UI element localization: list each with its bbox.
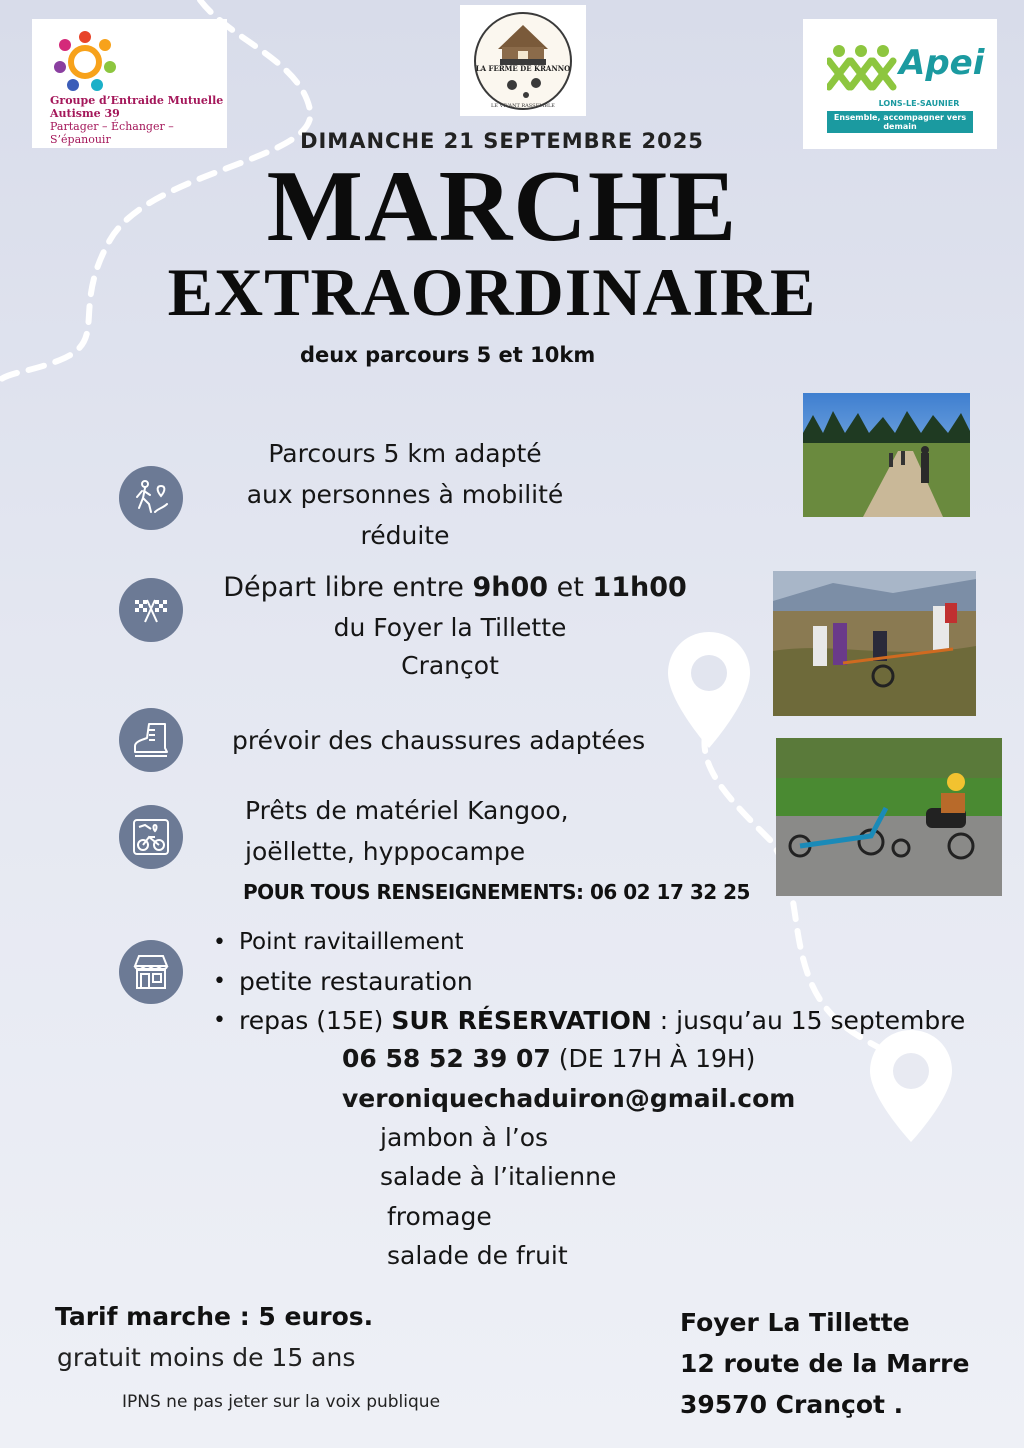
tarif-marche: Tarif marche : 5 euros.	[55, 1302, 374, 1331]
people-circle-logo-icon	[50, 27, 120, 97]
parcours-line-1: Parcours 5 km adapté	[268, 439, 542, 468]
reservation-email: veroniquechaduiron@gmail.com	[342, 1084, 796, 1113]
gem-motto: Partager – Échanger – S’épanouir	[50, 120, 174, 146]
photo-adapted-bikes	[776, 738, 1002, 896]
apei-name: Apei	[899, 43, 985, 83]
flags-icon-badge	[119, 578, 183, 642]
restauration-text: petite restauration	[239, 967, 473, 996]
map-pin-icon	[868, 1028, 954, 1144]
boot-icon	[131, 720, 171, 760]
gem-autisme: Autisme 39	[50, 107, 120, 120]
title-extraordinaire: EXTRAORDINAIRE	[167, 254, 817, 330]
list-item	[213, 962, 1013, 1001]
bike-map-icon-badge	[119, 805, 183, 869]
gem-name: Groupe d’Entraide Mutuelle	[50, 94, 224, 107]
parcours-line-2: aux personnes à mobilité	[246, 480, 564, 509]
materiel-line-2: joëllette, hyppocampe	[245, 837, 526, 866]
depart-middle: et	[548, 572, 593, 603]
renseignements-line: POUR TOUS RENSEIGNEMENTS: 06 02 17 32 25	[243, 880, 750, 904]
photo-hikers-trail	[803, 393, 970, 517]
map-pin-icon	[666, 630, 752, 750]
bike-map-icon	[131, 817, 171, 857]
ferme-kranno-logo	[460, 5, 586, 116]
list-item	[213, 923, 1013, 962]
address-line-3: 39570 Crançot .	[680, 1390, 904, 1419]
subtitle-parcours: deux parcours 5 et 10km	[300, 343, 596, 367]
reservation-hours: (DE 17H À 19H)	[550, 1044, 756, 1073]
shop-icon	[131, 952, 171, 992]
menu-item: salade à l’italienne	[380, 1162, 617, 1191]
title-marche: MARCHE	[266, 150, 738, 263]
depart-prefix: Départ libre entre	[223, 572, 473, 603]
apei-slogan: Ensemble, accompagner vers demain	[827, 111, 973, 133]
shop-icon-badge	[119, 940, 183, 1004]
depart-line-3: Crançot	[401, 651, 499, 680]
depart-line-1	[205, 567, 705, 608]
menu-item: salade de fruit	[387, 1241, 568, 1270]
depart-line-2: du Foyer la Tillette	[333, 613, 567, 642]
repas-prefix: repas (15E)	[239, 1006, 392, 1035]
hiker-icon-badge	[119, 466, 183, 530]
event-date: DIMANCHE 21 SEPTEMBRE 2025	[300, 129, 704, 153]
chaussures-text: prévoir des chaussures adaptées	[232, 726, 646, 755]
apei-city: LONS-LE-SAUNIER	[878, 99, 960, 108]
list-item	[213, 1001, 1013, 1040]
parcours-line-3: réduite	[360, 521, 450, 550]
menu-item: fromage	[387, 1202, 492, 1231]
photo-joelette-mountain	[773, 571, 976, 716]
apei-figures-logo-icon	[827, 43, 897, 93]
repas-suffix: : jusqu’au 15 septembre	[651, 1006, 966, 1035]
repas-reservation: SUR RÉSERVATION	[391, 1006, 652, 1035]
gratuit-moins-15: gratuit moins de 15 ans	[57, 1343, 356, 1372]
address-line-2: 12 route de la Marre	[680, 1349, 970, 1378]
address-line-1: Foyer La Tillette	[680, 1308, 910, 1337]
menu-item: jambon à l’os	[380, 1123, 549, 1152]
reservation-phone: 06 58 52 39 07	[342, 1044, 551, 1073]
depart-time-start: 9h00	[472, 572, 549, 603]
farm-tagline: LE VIVANT RASSEMBLE	[491, 103, 555, 109]
boot-icon-badge	[119, 708, 183, 772]
ravitaillement-text: Point ravitaillement	[239, 929, 464, 955]
ipns-notice: IPNS ne pas jeter sur la voix publique	[122, 1392, 441, 1412]
farm-barn-logo-icon	[470, 9, 576, 113]
farm-name: LA FERME DE KRANNO	[475, 64, 571, 73]
depart-time-end: 11h00	[592, 572, 687, 603]
materiel-line-1: Prêts de matériel Kangoo,	[245, 796, 569, 825]
hiker-icon	[131, 478, 171, 518]
checkered-flags-icon	[131, 590, 171, 630]
